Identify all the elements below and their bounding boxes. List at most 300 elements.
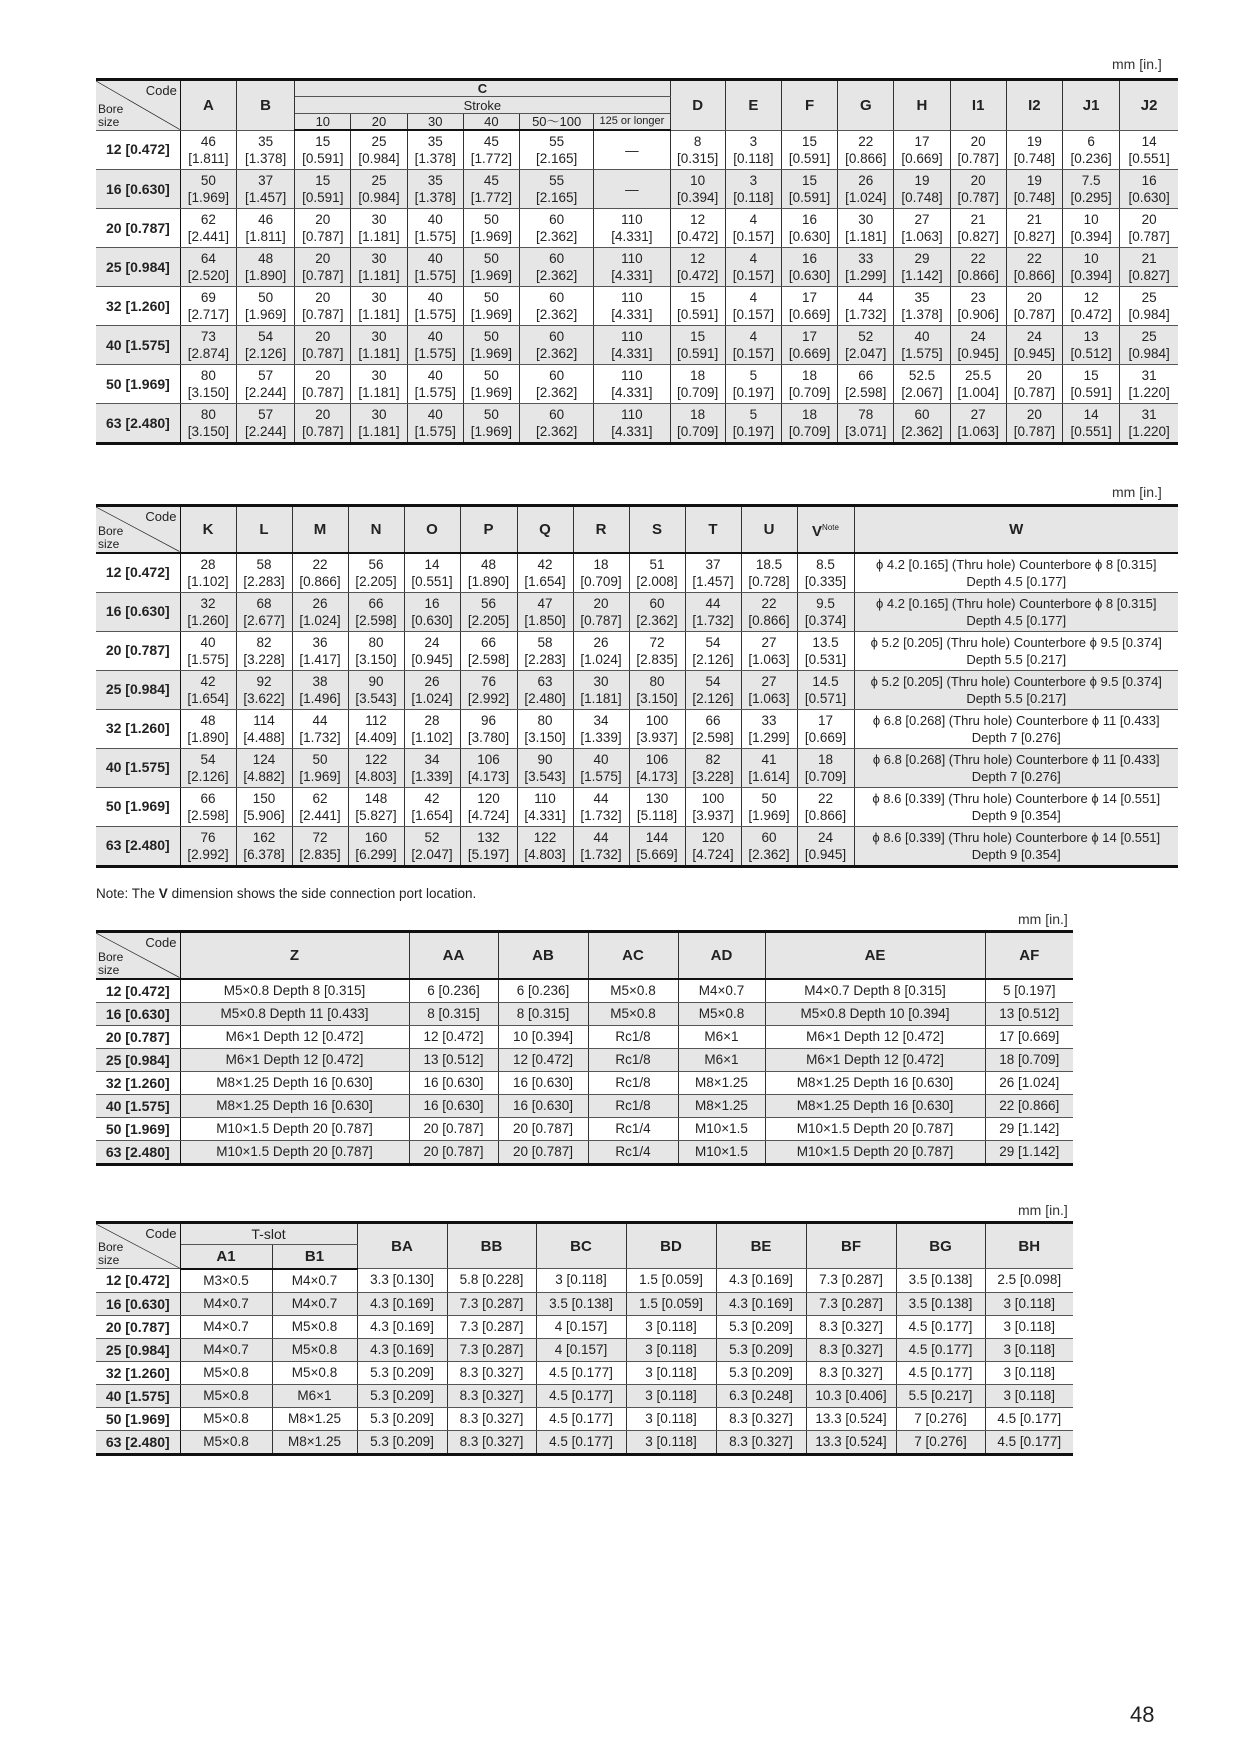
dimension-cell: M5×0.8 [180, 1384, 272, 1407]
table-row [96, 1269, 1073, 1293]
dimension-cell: 20 [0.787] [295, 248, 351, 287]
header-bg: BG [896, 1223, 985, 1269]
dimension-cell: 56 [2.205] [348, 553, 404, 593]
dimension-cell: 32 [1.260] [180, 592, 236, 631]
dimension-cell: 110 [4.331] [594, 365, 670, 404]
header-bc: BC [536, 1223, 626, 1269]
dimension-cell: 18 [0.709] [670, 404, 725, 444]
dimension-cell: 110 [4.331] [594, 209, 670, 248]
table-row [96, 287, 1178, 326]
dimension-cell: 80 [3.150] [180, 365, 236, 404]
dimension-cell: 7.3 [0.287] [447, 1292, 536, 1315]
dimension-cell: 5.8 [0.228] [447, 1269, 536, 1293]
bore-size-cell: 63 [2.480] [96, 404, 180, 444]
dimension-cell: 27 [1.063] [741, 631, 797, 670]
dimension-cell: 24 [0.945] [1006, 326, 1062, 365]
dimension-cell: 66 [2.598] [685, 709, 741, 748]
dimension-cell: 37 [1.457] [685, 553, 741, 593]
dimension-cell: 8.3 [0.327] [447, 1361, 536, 1384]
dimension-cell: 122 [4.803] [517, 826, 573, 866]
dimension-cell: 3.3 [0.130] [357, 1269, 447, 1293]
dimension-cell: 6 [0.236] [1062, 130, 1119, 170]
bore-size-cell: 16 [0.630] [96, 170, 180, 209]
dimension-cell: 20 [0.787] [498, 1140, 588, 1164]
header-be: BE [716, 1223, 806, 1269]
dimension-cell: 26 [1.024] [985, 1071, 1073, 1094]
dimension-cell: 3 [0.118] [985, 1315, 1073, 1338]
bore-size-cell: 25 [0.984] [96, 1048, 180, 1071]
dimension-cell: 1.5 [0.059] [626, 1292, 716, 1315]
dimension-cell: M8×1.25 [272, 1430, 357, 1454]
dimension-cell: 30 [1.181] [351, 287, 407, 326]
dimension-cell: 30 [1.181] [351, 248, 407, 287]
dimension-cell: 12 [0.472] [670, 209, 725, 248]
dimension-cell: 30 [1.181] [573, 670, 629, 709]
dimension-cell: 15 [0.591] [295, 130, 351, 170]
bore-size-cell: 20 [0.787] [96, 631, 180, 670]
table-row [96, 209, 1178, 248]
dimension-cell: Rc1/4 [588, 1140, 678, 1164]
dimension-cell: 52 [2.047] [404, 826, 460, 866]
dimension-cell: 18.5 [0.728] [741, 553, 797, 593]
dimension-cell: 4.5 [0.177] [896, 1315, 985, 1338]
dimension-cell: 15 [0.591] [1062, 365, 1119, 404]
dimension-cell: 20 [0.787] [1006, 404, 1062, 444]
dimension-cell: 37 [1.457] [237, 170, 295, 209]
dimension-cell: 20 [0.787] [409, 1117, 498, 1140]
bore-size-cell: 40 [1.575] [96, 1094, 180, 1117]
dimension-cell: 10 [0.394] [670, 170, 725, 209]
dimension-cell: 30 [1.181] [838, 209, 894, 248]
dimension-cell: 10 [0.394] [1062, 248, 1119, 287]
dimension-cell: 106 [4.173] [460, 748, 517, 787]
dimension-cell: 3 [0.118] [626, 1361, 716, 1384]
dimension-cell: 20 [0.787] [1120, 209, 1178, 248]
dimension-cell: 50 [1.969] [741, 787, 797, 826]
dimension-cell: M5×0.8 [272, 1315, 357, 1338]
dimension-cell: M5×0.8 [588, 1002, 678, 1025]
table-row [96, 1407, 1073, 1430]
dimension-cell: Rc1/4 [588, 1117, 678, 1140]
bore-size-cell: 50 [1.969] [96, 1117, 180, 1140]
dimension-cell: ϕ 8.6 [0.339] (Thru hole) Counterbore ϕ 14 [0.551] Depth 9 [0.354] [854, 787, 1178, 826]
unit-label: mm [in.] [1018, 911, 1068, 927]
dimension-cell: 22 [0.866] [838, 130, 894, 170]
dimension-cell: 16 [0.630] [498, 1071, 588, 1094]
dimension-cell: 20 [0.787] [1006, 365, 1062, 404]
dimension-cell: 7.3 [0.287] [447, 1315, 536, 1338]
dimension-cell: 26 [1.024] [573, 631, 629, 670]
header-bb: BB [447, 1223, 536, 1269]
dimension-cell: 6.3 [0.248] [716, 1384, 806, 1407]
header-d: D [670, 80, 725, 131]
table-row [96, 1315, 1073, 1338]
table-row [96, 326, 1178, 365]
note-suffix: dimension shows the side connection port location. [167, 886, 477, 901]
dimension-cell: 16 [0.630] [781, 248, 837, 287]
dimension-cell: 144 [5.669] [629, 826, 685, 866]
dimension-cell: 50 [1.969] [463, 248, 519, 287]
header-f: F [781, 80, 837, 131]
corner-header [96, 506, 180, 553]
bore-size-cell: 16 [0.630] [96, 1002, 180, 1025]
dimension-cell: 17 [0.669] [797, 709, 854, 748]
table-row [96, 826, 1178, 866]
dimension-cell: 8 [0.315] [670, 130, 725, 170]
dimension-cell: 60 [2.362] [520, 365, 594, 404]
footnote [96, 886, 476, 901]
dimension-cell: 40 [1.575] [407, 326, 463, 365]
bore-size-cell: 25 [0.984] [96, 248, 180, 287]
dimension-cell: 20 [0.787] [950, 170, 1006, 209]
dimension-cell: 46 [1.811] [180, 130, 236, 170]
header-stroke-10: 10 [295, 114, 351, 131]
dimension-cell: 44 [1.732] [292, 709, 348, 748]
dimension-cell: 13.3 [0.524] [806, 1430, 896, 1454]
dimension-cell: 24 [0.945] [797, 826, 854, 866]
header-t: T [685, 506, 741, 553]
dimension-cell: 60 [2.362] [520, 287, 594, 326]
dimension-cell: 50 [1.969] [463, 287, 519, 326]
dimension-cell: 23 [0.906] [950, 287, 1006, 326]
dimension-cell: 20 [0.787] [295, 287, 351, 326]
bore-size-label: Bore size [98, 1240, 124, 1267]
dimension-cell: 100 [3.937] [629, 709, 685, 748]
header-e: E [725, 80, 781, 131]
dimension-cell: 44 [1.732] [838, 287, 894, 326]
bore-size-cell: 16 [0.630] [96, 1292, 180, 1315]
dimension-cell: M4×0.7 Depth 8 [0.315] [765, 979, 985, 1003]
dimension-cell: 5.3 [0.209] [357, 1384, 447, 1407]
table-row [96, 1048, 1073, 1071]
dimension-cell: 4 [0.157] [536, 1338, 626, 1361]
dimension-cell: 24 [0.945] [950, 326, 1006, 365]
dimension-cell: 29 [1.142] [985, 1140, 1073, 1164]
dimension-cell: 106 [4.173] [629, 748, 685, 787]
dimension-cell: 96 [3.780] [460, 709, 517, 748]
dimension-cell: 33 [1.299] [741, 709, 797, 748]
dimension-cell: 51 [2.008] [629, 553, 685, 593]
table-row [96, 1430, 1073, 1454]
table-row [96, 1384, 1073, 1407]
dimension-cell: 3 [0.118] [536, 1269, 626, 1293]
dimension-cell: 21 [0.827] [1120, 248, 1178, 287]
dimension-cell: 60 [2.362] [894, 404, 950, 444]
dimension-cell: 68 [2.677] [236, 592, 292, 631]
dimension-cell: 28 [1.102] [404, 709, 460, 748]
dimension-cell: 14 [0.551] [404, 553, 460, 593]
header-i1: I1 [950, 80, 1006, 131]
dimensions-table-a-j [96, 78, 1178, 445]
dimension-cell: 8.3 [0.327] [447, 1407, 536, 1430]
dimension-cell: 3 [0.118] [626, 1338, 716, 1361]
dimension-cell: 52.5 [2.067] [894, 365, 950, 404]
dimension-cell: 3 [0.118] [626, 1407, 716, 1430]
dimension-cell: 12 [0.472] [1062, 287, 1119, 326]
bore-size-cell: 32 [1.260] [96, 287, 180, 326]
dimension-cell: M10×1.5 Depth 20 [0.787] [765, 1140, 985, 1164]
dimension-cell: 46 [1.811] [237, 209, 295, 248]
header-u: U [741, 506, 797, 553]
dimension-cell: 80 [3.150] [517, 709, 573, 748]
dimension-cell: 3 [0.118] [626, 1315, 716, 1338]
table-row [96, 1292, 1073, 1315]
dimension-cell: 3 [0.118] [626, 1430, 716, 1454]
dimension-cell: 62 [2.441] [292, 787, 348, 826]
dimension-cell: 8.3 [0.327] [806, 1315, 896, 1338]
dimension-cell: 44 [1.732] [573, 826, 629, 866]
dimension-cell: 56 [2.205] [460, 592, 517, 631]
dimension-cell: 20 [0.787] [950, 130, 1006, 170]
dimension-cell: M4×0.7 [180, 1338, 272, 1361]
table-row [96, 404, 1178, 444]
table-row [96, 787, 1178, 826]
dimension-cell: 7 [0.276] [896, 1430, 985, 1454]
dimension-cell: 57 [2.244] [237, 404, 295, 444]
dimension-cell: 73 [2.874] [180, 326, 236, 365]
dimension-cell: 4.5 [0.177] [536, 1407, 626, 1430]
header-stroke-20: 20 [351, 114, 407, 131]
table-row [96, 1140, 1073, 1164]
dimension-cell: 18 [0.709] [781, 404, 837, 444]
bore-size-cell: 25 [0.984] [96, 1338, 180, 1361]
dimension-cell: M5×0.8 Depth 11 [0.433] [180, 1002, 409, 1025]
dimension-cell: 148 [5.827] [348, 787, 404, 826]
dimension-cell: 10.3 [0.406] [806, 1384, 896, 1407]
dimension-cell: 9.5 [0.374] [797, 592, 854, 631]
dimension-cell: 80 [3.150] [180, 404, 236, 444]
dimension-cell: 150 [5.906] [236, 787, 292, 826]
dimension-cell: 29 [1.142] [985, 1117, 1073, 1140]
dimension-cell: ϕ 6.8 [0.268] (Thru hole) Counterbore ϕ 11 [0.433] Depth 7 [0.276] [854, 709, 1178, 748]
dimension-cell: 15 [0.591] [295, 170, 351, 209]
dimension-cell: 52 [2.047] [838, 326, 894, 365]
dimension-cell: 47 [1.850] [517, 592, 573, 631]
header-v-note: Note [822, 522, 839, 532]
dimension-cell: ϕ 4.2 [0.165] (Thru hole) Counterbore ϕ 8 [0.315] Depth 4.5 [0.177] [854, 592, 1178, 631]
dimension-cell: 4.3 [0.169] [716, 1269, 806, 1293]
table-row [96, 365, 1178, 404]
dimension-cell: 17 [0.669] [781, 287, 837, 326]
header-ad: AD [678, 932, 765, 979]
dimension-cell: 35 [1.378] [407, 170, 463, 209]
unit-label: mm [in.] [1112, 484, 1162, 500]
dimension-cell: 34 [1.339] [404, 748, 460, 787]
header-m: M [292, 506, 348, 553]
dimension-cell: 54 [2.126] [180, 748, 236, 787]
dimension-cell: M8×1.25 [272, 1407, 357, 1430]
dimension-cell: 16 [0.630] [781, 209, 837, 248]
dimension-cell: 17 [0.669] [894, 130, 950, 170]
dimension-cell: 12 [0.472] [670, 248, 725, 287]
dimension-cell: 20 [0.787] [295, 365, 351, 404]
dimension-cell: 76 [2.992] [180, 826, 236, 866]
dimension-cell: 110 [4.331] [594, 404, 670, 444]
header-v-label: V [812, 522, 823, 540]
bore-size-cell: 32 [1.260] [96, 1361, 180, 1384]
dimension-cell: M6×1 Depth 12 [0.472] [180, 1025, 409, 1048]
dimension-cell: 50 [1.969] [292, 748, 348, 787]
dimension-cell: 3 [0.118] [985, 1361, 1073, 1384]
dimension-cell: M5×0.8 [678, 1002, 765, 1025]
dimension-cell: 15 [0.591] [670, 287, 725, 326]
table-row [96, 631, 1178, 670]
dimension-cell: M6×1 Depth 12 [0.472] [180, 1048, 409, 1071]
dimension-cell: 90 [3.543] [517, 748, 573, 787]
dimension-cell: 10 [0.394] [1062, 209, 1119, 248]
table-row [96, 1361, 1073, 1384]
dimension-cell: ϕ 5.2 [0.205] (Thru hole) Counterbore ϕ 9.5 [0.374] Depth 5.5 [0.217] [854, 631, 1178, 670]
dimension-cell: 112 [4.409] [348, 709, 404, 748]
dimension-cell: 17 [0.669] [781, 326, 837, 365]
dimension-cell: 13 [0.512] [985, 1002, 1073, 1025]
dimension-cell: 26 [1.024] [838, 170, 894, 209]
header-h: H [894, 80, 950, 131]
bore-size-cell: 20 [0.787] [96, 209, 180, 248]
dimension-cell: 66 [2.598] [460, 631, 517, 670]
dimension-cell: 31 [1.220] [1120, 404, 1178, 444]
dimension-cell: 60 [2.362] [629, 592, 685, 631]
dimension-cell: 110 [4.331] [594, 248, 670, 287]
dimension-cell: 25 [0.984] [351, 130, 407, 170]
dimension-cell: 50 [1.969] [180, 170, 236, 209]
header-b1: B1 [272, 1245, 357, 1269]
header-bf: BF [806, 1223, 896, 1269]
bore-size-cell: 16 [0.630] [96, 592, 180, 631]
dimension-cell: 14 [0.551] [1062, 404, 1119, 444]
dimension-cell: 132 [5.197] [460, 826, 517, 866]
bore-size-cell: 40 [1.575] [96, 1384, 180, 1407]
dimension-cell: 44 [1.732] [573, 787, 629, 826]
dimension-cell: 50 [1.969] [463, 209, 519, 248]
bore-size-cell: 40 [1.575] [96, 326, 180, 365]
table-row [96, 248, 1178, 287]
dimension-cell: 15 [0.591] [781, 130, 837, 170]
header-g: G [838, 80, 894, 131]
dimension-cell: 8.5 [0.335] [797, 553, 854, 593]
dimension-cell: M8×1.25 [678, 1071, 765, 1094]
bore-size-cell: 20 [0.787] [96, 1315, 180, 1338]
bore-size-cell: 63 [2.480] [96, 1430, 180, 1454]
bore-size-cell: 40 [1.575] [96, 748, 180, 787]
dimension-cell: 3 [0.118] [985, 1384, 1073, 1407]
header-n: N [348, 506, 404, 553]
table-row [96, 553, 1178, 593]
dimension-cell: 82 [3.228] [685, 748, 741, 787]
dimension-cell: 4 [0.157] [725, 248, 781, 287]
dimension-cell: M8×1.25 Depth 16 [0.630] [180, 1094, 409, 1117]
dimension-cell: M4×0.7 [180, 1315, 272, 1338]
table-row [96, 1071, 1073, 1094]
dimension-cell: 100 [3.937] [685, 787, 741, 826]
dimension-cell: Rc1/8 [588, 1071, 678, 1094]
dimension-cell: 22 [0.866] [985, 1094, 1073, 1117]
dimension-cell: 17 [0.669] [985, 1025, 1073, 1048]
dimension-cell: 40 [1.575] [180, 631, 236, 670]
dimension-cell: M8×1.25 Depth 16 [0.630] [765, 1094, 985, 1117]
dimension-cell: 42 [1.654] [404, 787, 460, 826]
bore-size-cell: 63 [2.480] [96, 826, 180, 866]
bore-size-label: Bore size [98, 949, 124, 977]
dimension-cell: 92 [3.622] [236, 670, 292, 709]
header-l: L [236, 506, 292, 553]
dimension-cell: M6×1 [678, 1025, 765, 1048]
dimension-cell: 162 [6.378] [236, 826, 292, 866]
dimension-cell: 8.3 [0.327] [806, 1338, 896, 1361]
dimension-cell: 5.5 [0.217] [896, 1384, 985, 1407]
dimension-cell: 25 [0.984] [1120, 287, 1178, 326]
dimension-cell: 48 [1.890] [460, 553, 517, 593]
bore-size-cell: 12 [0.472] [96, 553, 180, 593]
dimension-cell: 41 [1.614] [741, 748, 797, 787]
dimension-cell: 40 [1.575] [894, 326, 950, 365]
dimension-cell: 5.3 [0.209] [357, 1407, 447, 1430]
header-c: C [295, 80, 670, 97]
dimension-cell: 72 [2.835] [629, 631, 685, 670]
dimension-cell: M10×1.5 Depth 20 [0.787] [180, 1140, 409, 1164]
code-label: Code [145, 935, 177, 950]
dimension-cell: 50 [1.969] [463, 326, 519, 365]
dimension-cell: 66 [2.598] [348, 592, 404, 631]
header-tslot: T-slot [180, 1223, 357, 1245]
corner-header [96, 932, 180, 979]
dimension-cell: 18 [0.709] [781, 365, 837, 404]
dimension-cell: M5×0.8 [180, 1361, 272, 1384]
dimension-cell: 60 [2.362] [520, 404, 594, 444]
dimension-cell: Rc1/8 [588, 1094, 678, 1117]
dimension-cell: 15 [0.591] [670, 326, 725, 365]
dimension-cell: 16 [0.630] [1120, 170, 1178, 209]
dimension-cell: M3×0.5 [180, 1269, 272, 1293]
table-row [96, 1094, 1073, 1117]
dimension-cell: 6 [0.236] [409, 979, 498, 1003]
dimension-cell: 4 [0.157] [725, 326, 781, 365]
dimension-cell: 80 [3.150] [629, 670, 685, 709]
dimension-cell: 16 [0.630] [409, 1071, 498, 1094]
header-q: Q [517, 506, 573, 553]
dimensions-table-k-w [96, 504, 1178, 868]
header-a1: A1 [180, 1245, 272, 1269]
dimension-cell: 4.3 [0.169] [357, 1315, 447, 1338]
dimension-cell: 35 [1.378] [894, 287, 950, 326]
dimension-cell: M5×0.8 [272, 1338, 357, 1361]
dimension-cell: 8.3 [0.327] [716, 1430, 806, 1454]
header-stroke: Stroke [295, 97, 670, 114]
dimension-cell: 5 [0.197] [985, 979, 1073, 1003]
dimension-cell: 5 [0.197] [725, 365, 781, 404]
dimension-cell: 21 [0.827] [950, 209, 1006, 248]
dimension-cell: 19 [0.748] [1006, 170, 1062, 209]
dimension-cell: 22 [0.866] [797, 787, 854, 826]
dimension-cell: 30 [1.181] [351, 326, 407, 365]
table-row [96, 748, 1178, 787]
unit-label: mm [in.] [1112, 56, 1162, 72]
dimension-cell: 30 [1.181] [351, 404, 407, 444]
dimension-cell: 15 [0.591] [781, 170, 837, 209]
header-j2: J2 [1120, 80, 1178, 131]
header-p: P [460, 506, 517, 553]
dimension-cell: 54 [2.126] [685, 670, 741, 709]
table-row [96, 670, 1178, 709]
header-i2: I2 [1006, 80, 1062, 131]
dimension-cell: 3.5 [0.138] [896, 1292, 985, 1315]
dimension-cell: 40 [1.575] [407, 248, 463, 287]
dimension-cell: 4.5 [0.177] [985, 1407, 1073, 1430]
bore-size-cell: 12 [0.472] [96, 979, 180, 1003]
dimension-cell: 5.3 [0.209] [716, 1315, 806, 1338]
dimension-cell: 7.3 [0.287] [806, 1292, 896, 1315]
dimension-cell: ϕ 8.6 [0.339] (Thru hole) Counterbore ϕ 14 [0.551] Depth 9 [0.354] [854, 826, 1178, 866]
